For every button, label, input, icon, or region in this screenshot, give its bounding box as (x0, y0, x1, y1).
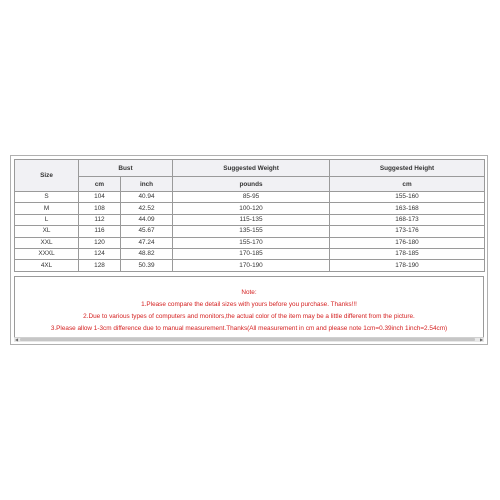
table-row (15, 226, 485, 237)
cell-bust-cm: 124 (79, 248, 121, 259)
cell-height: 178-190 (330, 260, 485, 271)
table-row (15, 237, 485, 248)
cell-weight: 115-135 (173, 214, 330, 225)
cell-bust-inch: 47.24 (121, 237, 173, 248)
cell-height: 178-185 (330, 248, 485, 259)
cell-height: 163-168 (330, 203, 485, 214)
notes-line-1: 1.Please compare the detail sizes with yours before you purchase. Thanks!!! (141, 301, 357, 308)
cell-bust-cm: 120 (79, 237, 121, 248)
cell-bust-inch: 42.52 (121, 203, 173, 214)
cell-bust-cm: 108 (79, 203, 121, 214)
header-bust: Bust (79, 160, 173, 177)
cell-bust-inch: 44.09 (121, 214, 173, 225)
subheader-height-unit: cm (330, 177, 485, 192)
table-row (15, 203, 485, 214)
header-size: Size (15, 160, 79, 192)
cell-height: 168-173 (330, 214, 485, 225)
cell-bust-cm: 128 (79, 260, 121, 271)
notes-line-2: 2.Due to various types of computers and monitors,the actual color of the item may be a little different from the picture. (83, 313, 415, 320)
cell-size: XXL (15, 237, 79, 248)
header-weight: Suggested Weight (173, 160, 330, 177)
cell-bust-inch: 40.94 (121, 192, 173, 203)
horizontal-scrollbar[interactable] (14, 337, 484, 342)
cell-size: XXXL (15, 248, 79, 259)
cell-bust-cm: 112 (79, 214, 121, 225)
cell-size: XL (15, 226, 79, 237)
cell-weight: 170-190 (173, 260, 330, 271)
cell-bust-inch: 45.67 (121, 226, 173, 237)
cell-bust-cm: 104 (79, 192, 121, 203)
cell-height: 173-176 (330, 226, 485, 237)
cell-height: 176-180 (330, 237, 485, 248)
subheader-row (15, 177, 485, 192)
header-row (15, 160, 485, 177)
cell-bust-cm: 116 (79, 226, 121, 237)
scroll-right-icon[interactable]: ▶ (479, 337, 484, 342)
cell-size: 4XL (15, 260, 79, 271)
cell-bust-inch: 48.82 (121, 248, 173, 259)
table-row (15, 260, 485, 271)
table-row (15, 248, 485, 259)
cell-size: M (15, 203, 79, 214)
table-row (15, 192, 485, 203)
cell-size: S (15, 192, 79, 203)
cell-bust-inch: 50.39 (121, 260, 173, 271)
cell-size: L (15, 214, 79, 225)
subheader-weight-unit: pounds (173, 177, 330, 192)
subheader-bust-inch: inch (121, 177, 173, 192)
notes-box (14, 276, 484, 341)
cell-weight: 85-95 (173, 192, 330, 203)
subheader-bust-cm: cm (79, 177, 121, 192)
cell-weight: 135-155 (173, 226, 330, 237)
cell-weight: 100-120 (173, 203, 330, 214)
notes-title: Note: (241, 289, 257, 296)
scrollbar-thumb[interactable] (20, 338, 475, 341)
notes-line-3: 3.Please allow 1-3cm difference due to manual measurement.Thanks(All measurement in cm and please note 1cm=0.39inch 1inch=2.54cm) (50, 325, 448, 332)
table-row (15, 214, 485, 225)
scroll-left-icon[interactable]: ◀ (14, 337, 19, 342)
cell-weight: 170-185 (173, 248, 330, 259)
size-chart-frame (10, 155, 488, 345)
header-height: Suggested Height (330, 160, 485, 177)
cell-weight: 155-170 (173, 237, 330, 248)
cell-height: 155-160 (330, 192, 485, 203)
size-chart-table (14, 159, 485, 272)
